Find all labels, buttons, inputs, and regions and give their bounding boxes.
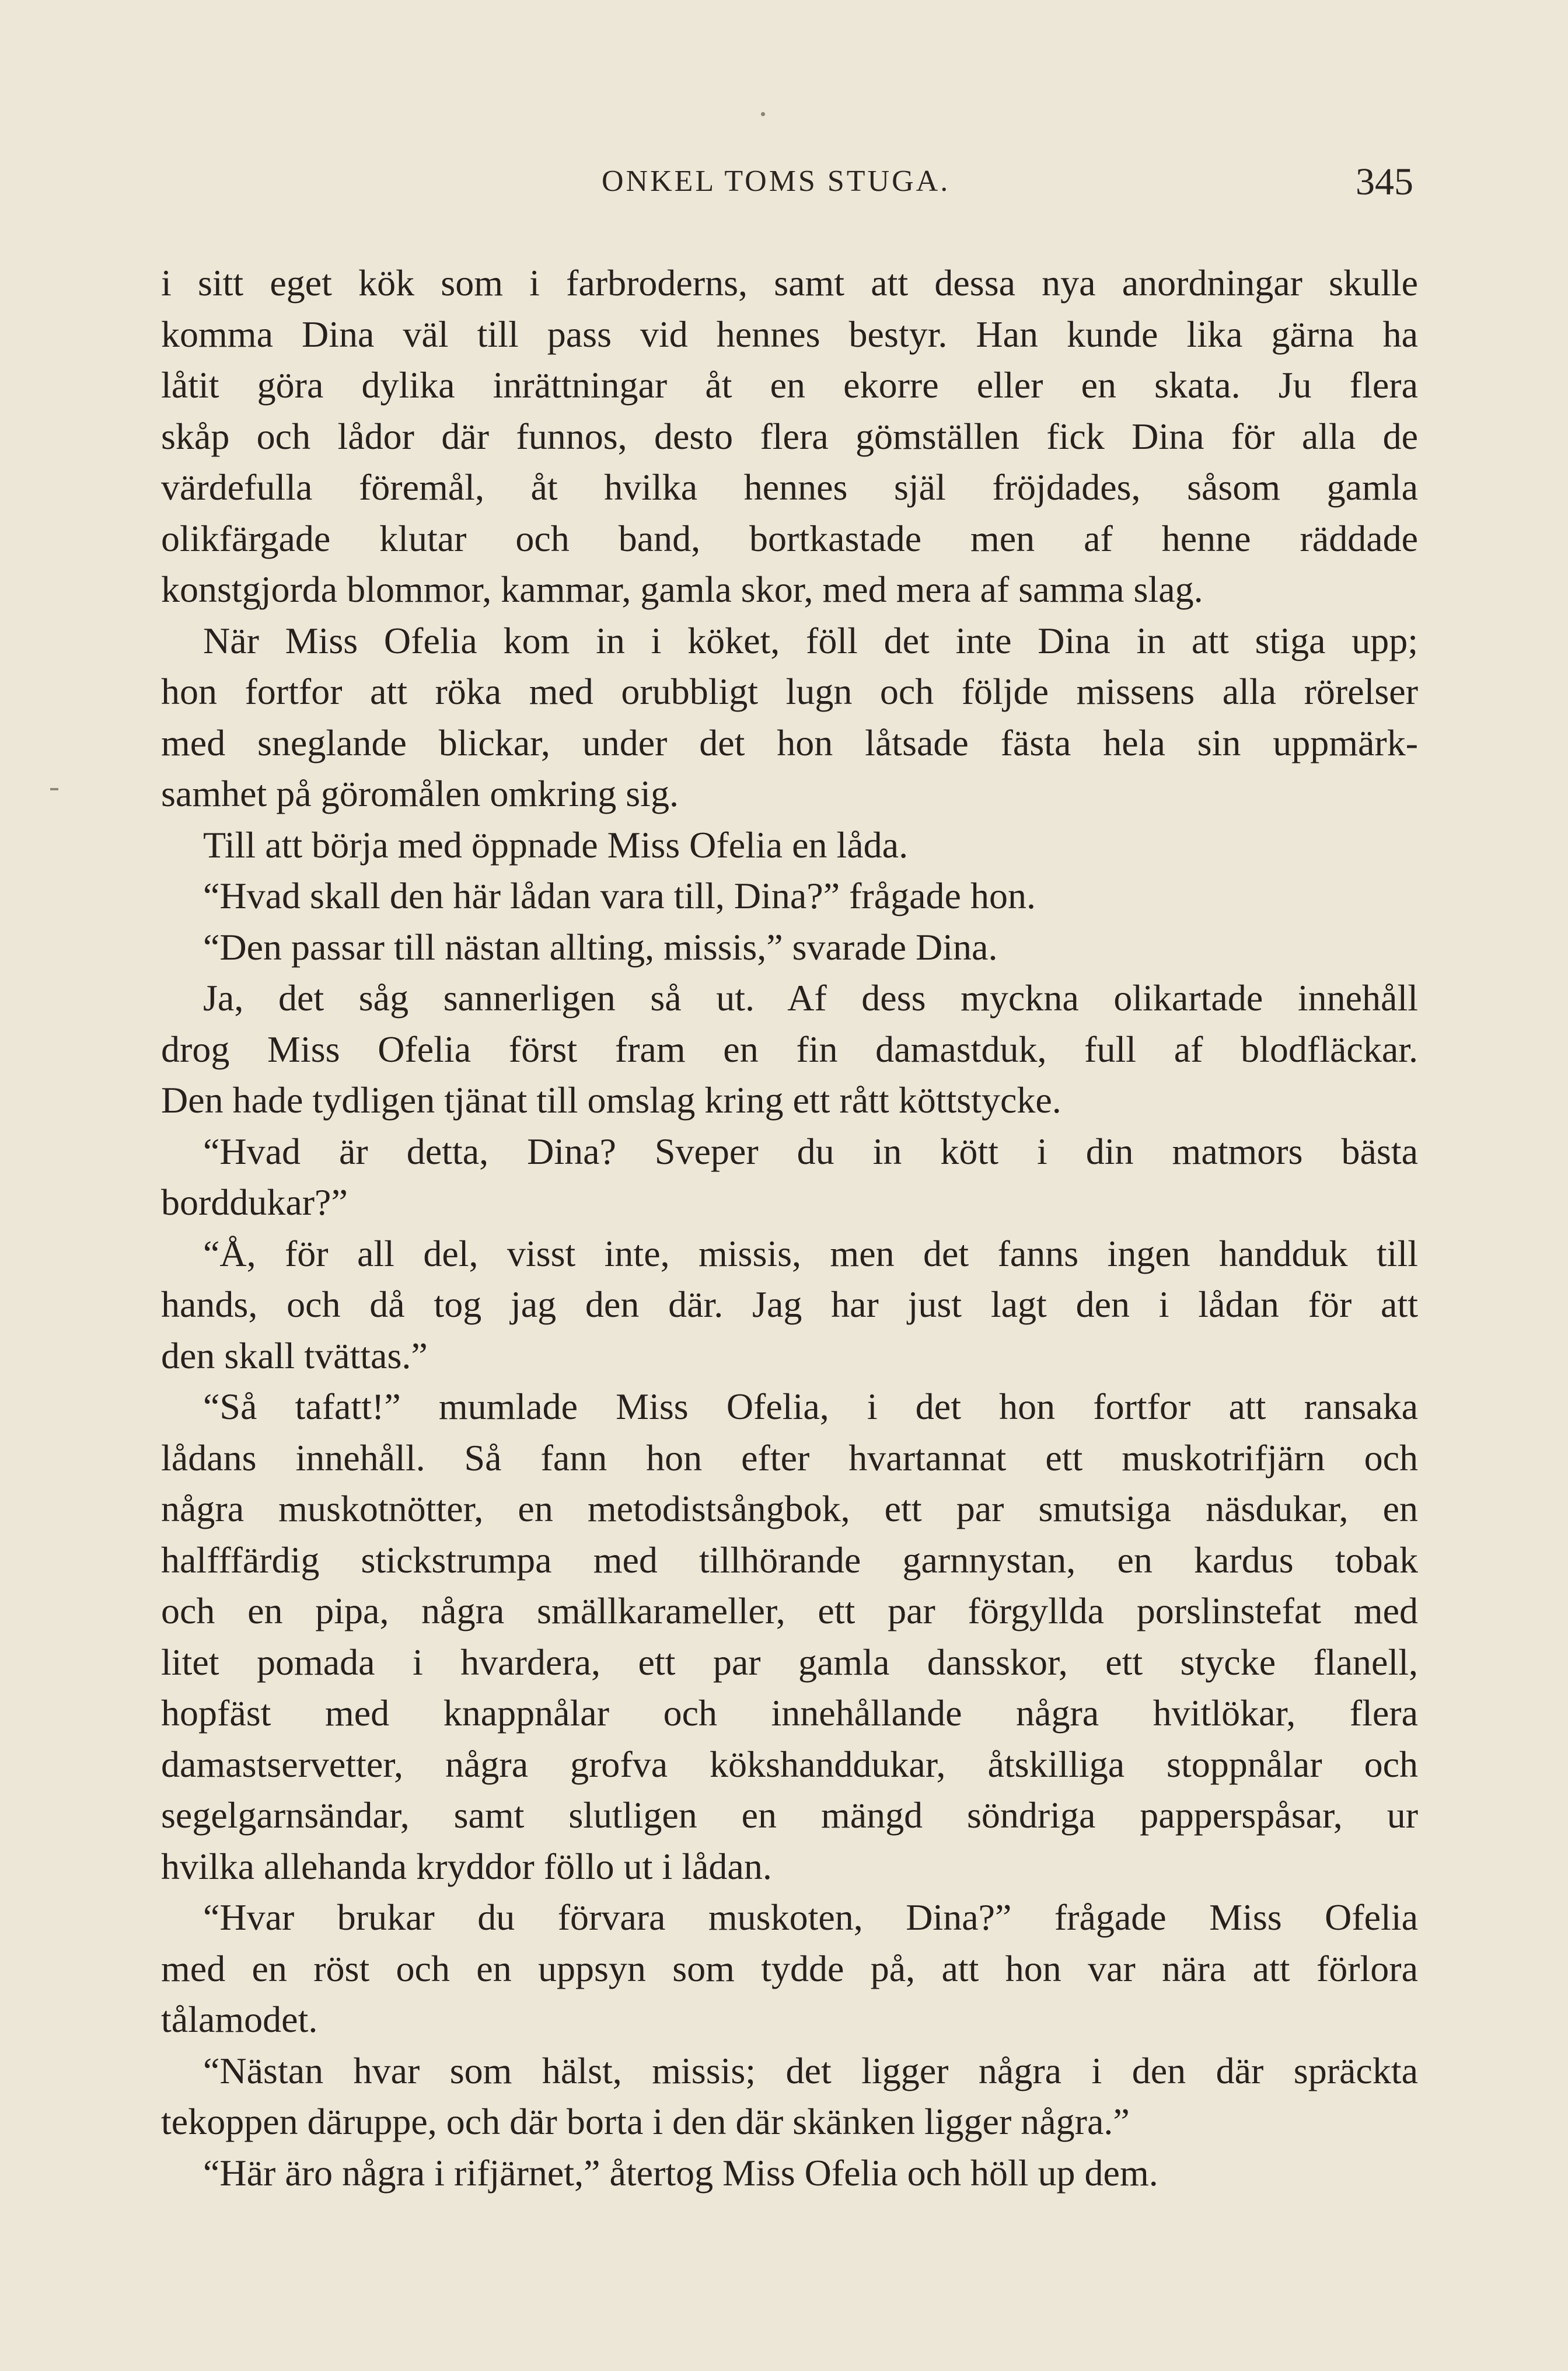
- text-line: “Hvad är detta, Dina? Sveper du in kött i din matmors bästa: [203, 1130, 1418, 1172]
- text-line: med en röst och en uppsyn som tydde på, att hon var nära att förlora: [161, 1947, 1418, 1989]
- text-line: och en pipa, några smällkarameller, ett par förgyllda porslinstefat med: [161, 1590, 1418, 1631]
- print-speck: [761, 112, 765, 116]
- text-line: några muskotnötter, en metodistsångbok, ett par smutsiga näsdukar, en: [161, 1488, 1418, 1529]
- text-line: “Nästan hvar som hälst, missis; det ligger några i den där spräckta: [203, 2049, 1418, 2091]
- text-line: med sneglande blickar, under det hon låtsade fästa hela sin uppmärk-: [161, 721, 1418, 763]
- text-line: “Hvar brukar du förvara muskoten, Dina?” frågade Miss Ofelia: [203, 1896, 1418, 1938]
- text-line: låtit göra dylika inrättningar åt en ekorre eller en skata. Ju flera: [161, 364, 1418, 406]
- text-line: lådans innehåll. Så fann hon efter hvartannat ett muskotrifjärn och: [161, 1436, 1418, 1479]
- text-line: i sitt eget kök som i farbroderns, samt att dessa nya anordningar skulle: [161, 262, 1418, 304]
- text-line: Den hade tydligen tjänat till omslag kring ett rått köttstycke.: [161, 1079, 1061, 1121]
- text-line: tekoppen däruppe, och där borta i den där skänken ligger några.”: [161, 2101, 1130, 2142]
- text-line: segelgarnsändar, samt slutligen en mängd söndriga papperspåsar, ur: [161, 1794, 1418, 1836]
- text-line: samhet på göromålen omkring sig.: [161, 773, 679, 814]
- page-number: 345: [1356, 161, 1413, 203]
- text-line: värdefulla föremål, åt hvilka hennes själ fröjdades, såsom gamla: [161, 466, 1418, 508]
- running-title: ONKEL TOMS STUGA.: [602, 165, 951, 198]
- text-line: drog Miss Ofelia först fram en fin damastduk, full af blodfläckar.: [161, 1028, 1418, 1070]
- body-text: [161, 257, 1418, 2198]
- text-line: När Miss Ofelia kom in i köket, föll det inte Dina in att stiga upp;: [203, 619, 1418, 661]
- text-line: Ja, det såg sannerligen så ut. Af dess myckna olikartade innehåll: [203, 977, 1418, 1019]
- text-line: “Så tafatt!” mumlade Miss Ofelia, i det hon fortfor att ransaka: [203, 1386, 1418, 1427]
- text-line: “Å, för all del, visst inte, missis, men det fanns ingen handduk till: [203, 1232, 1418, 1274]
- text-line: Till att börja med öppnade Miss Ofelia en låda.: [203, 824, 909, 866]
- text-line: “Den passar till nästan allting, missis,” svarade Dina.: [203, 926, 998, 968]
- text-line: hon fortfor att röka med orubbligt lugn och följde missens alla rörelser: [161, 671, 1418, 712]
- text-line: konstgjorda blommor, kammar, gamla skor, med mera af samma slag.: [161, 569, 1203, 610]
- text-line: borddukar?”: [161, 1181, 348, 1223]
- text-line: hopfäst med knappnålar och innehållande några hvitlökar, flera: [161, 1692, 1418, 1734]
- text-line: komma Dina väl till pass vid hennes bestyr. Han kunde lika gärna ha: [161, 313, 1418, 355]
- text-line: tålamodet.: [161, 1999, 318, 2040]
- text-line: litet pomada i hvardera, ett par gamla dansskor, ett stycke flanell,: [161, 1641, 1418, 1683]
- text-line: damastservetter, några grofva kökshanddukar, åtskilliga stoppnålar och: [161, 1743, 1418, 1785]
- text-line: skåp och lådor där funnos, desto flera gömställen fick Dina för alla de: [161, 415, 1418, 457]
- margin-mark: [50, 788, 58, 790]
- text-line: “Här äro några i rifjärnet,” återtog Miss Ofelia och höll up dem.: [203, 2152, 1158, 2194]
- text-line: den skall tvättas.”: [161, 1334, 428, 1376]
- text-line: “Hvad skall den här lådan vara till, Dina?” frågade hon.: [203, 875, 1036, 916]
- text-line: olikfärgade klutar och band, bortkastade men af henne räddade: [161, 517, 1418, 559]
- text-line: halfffärdig stickstrumpa med tillhörande garnnystan, en kardus tobak: [161, 1539, 1418, 1581]
- text-line: hands, och då tog jag den där. Jag har just lagt den i lådan för att: [161, 1284, 1418, 1325]
- text-line: hvilka allehanda kryddor föllo ut i lådan.: [161, 1845, 772, 1887]
